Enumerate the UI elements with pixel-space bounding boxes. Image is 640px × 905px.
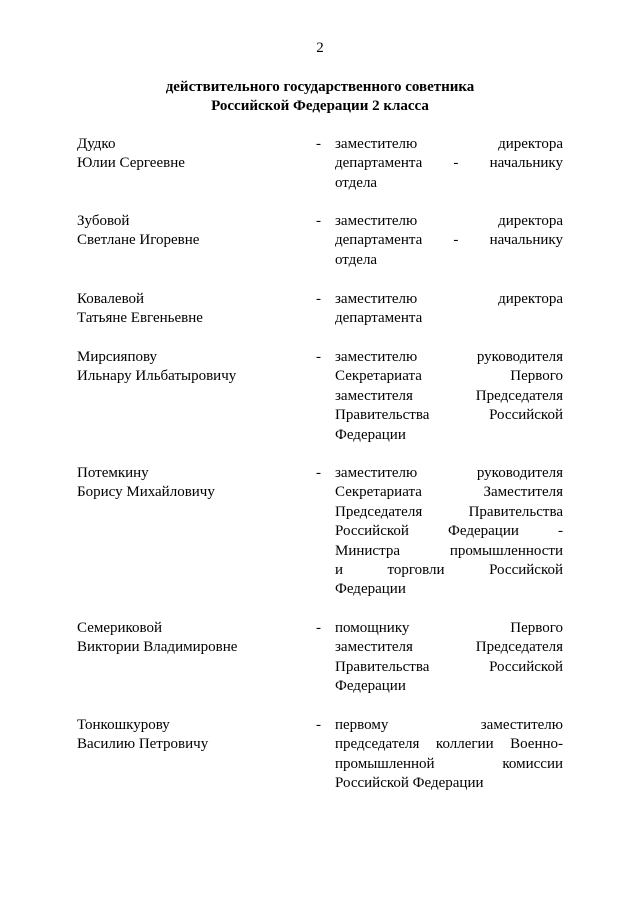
position-line: председателя коллегии Военно- (335, 736, 563, 753)
position-line: заместителю руководителя (335, 349, 563, 365)
position-line: отдела (335, 251, 378, 268)
separator-dash: - (316, 620, 321, 636)
appointee-surname: Потемкину (77, 465, 149, 481)
section-heading (0, 78, 640, 116)
appointee-given-names: Юлии Сергеевне (77, 155, 185, 172)
position-line: Российской Федерации - (335, 523, 563, 540)
appointee-name (77, 716, 297, 755)
appointee-surname: Дудко (77, 136, 116, 152)
position-line: Федерации (335, 678, 406, 695)
position-line: Председателя Правительства (335, 503, 563, 520)
position-line: промышленной комиссии (335, 755, 563, 772)
heading-line-1: действительного государственного советника (165, 79, 475, 95)
appointee-given-names: Виктории Владимировне (77, 639, 238, 656)
appointee-surname: Тонкошкурову (77, 717, 170, 733)
position-line: Российской Федерации (335, 775, 484, 792)
appointee-position (335, 716, 563, 794)
position-line: департамента (335, 310, 423, 327)
appointee-position (335, 290, 563, 329)
appointee-surname: Зубовой (77, 213, 130, 229)
separator-dash: - (316, 291, 321, 307)
appointee-position (335, 135, 563, 193)
appointee-name (77, 212, 297, 251)
separator-dash: - (316, 717, 321, 733)
separator-dash: - (316, 213, 321, 229)
appointee-given-names: Светлане Игоревне (77, 232, 200, 249)
appointee-given-names: Ильнару Ильбатыровичу (77, 368, 237, 385)
position-line: департамента - начальнику (335, 232, 563, 249)
position-line: департамента - начальнику (335, 155, 563, 172)
position-line: и торговли Российской (335, 562, 563, 579)
appointee-surname: Мирсияпову (77, 349, 158, 365)
appointee-position (335, 464, 563, 600)
position-line: Секретариата Первого (335, 368, 563, 385)
position-line: Федерации (335, 426, 406, 443)
position-line: Министра промышленности (335, 542, 563, 559)
appointee-name (77, 348, 297, 387)
position-line: заместителя Председателя (335, 387, 563, 404)
appointee-name (77, 290, 297, 329)
heading-line-2: Российской Федерации 2 класса (211, 98, 429, 114)
separator-dash: - (316, 465, 321, 481)
position-line: Правительства Российской (335, 658, 563, 675)
separator-dash: - (316, 136, 321, 152)
appointee-surname: Семериковой (77, 620, 163, 636)
appointee-surname: Ковалевой (77, 291, 145, 307)
appointee-position (335, 348, 563, 445)
separator-dash: - (316, 349, 321, 365)
position-line: заместителю директора (335, 291, 563, 307)
appointee-position (335, 212, 563, 270)
position-line: заместителю руководителя (335, 465, 563, 481)
position-line: заместителю директора (335, 136, 563, 152)
page-number: 2 (316, 40, 324, 56)
position-line: первому заместителю (335, 717, 563, 733)
position-line: помощнику Первого (335, 620, 563, 636)
position-line: Федерации (335, 581, 406, 598)
appointee-given-names: Василию Петровичу (77, 736, 209, 753)
appointee-name (77, 464, 297, 503)
appointee-name (77, 135, 297, 174)
position-line: заместителя Председателя (335, 639, 563, 656)
appointee-given-names: Татьяне Евгеньевне (77, 310, 203, 327)
appointee-position (335, 619, 563, 697)
appointee-given-names: Борису Михайловичу (77, 484, 215, 501)
position-line: заместителю директора (335, 213, 563, 229)
position-line: Секретариата Заместителя (335, 484, 563, 501)
position-line: Правительства Российской (335, 407, 563, 424)
position-line: отдела (335, 174, 378, 191)
appointee-name (77, 619, 297, 658)
